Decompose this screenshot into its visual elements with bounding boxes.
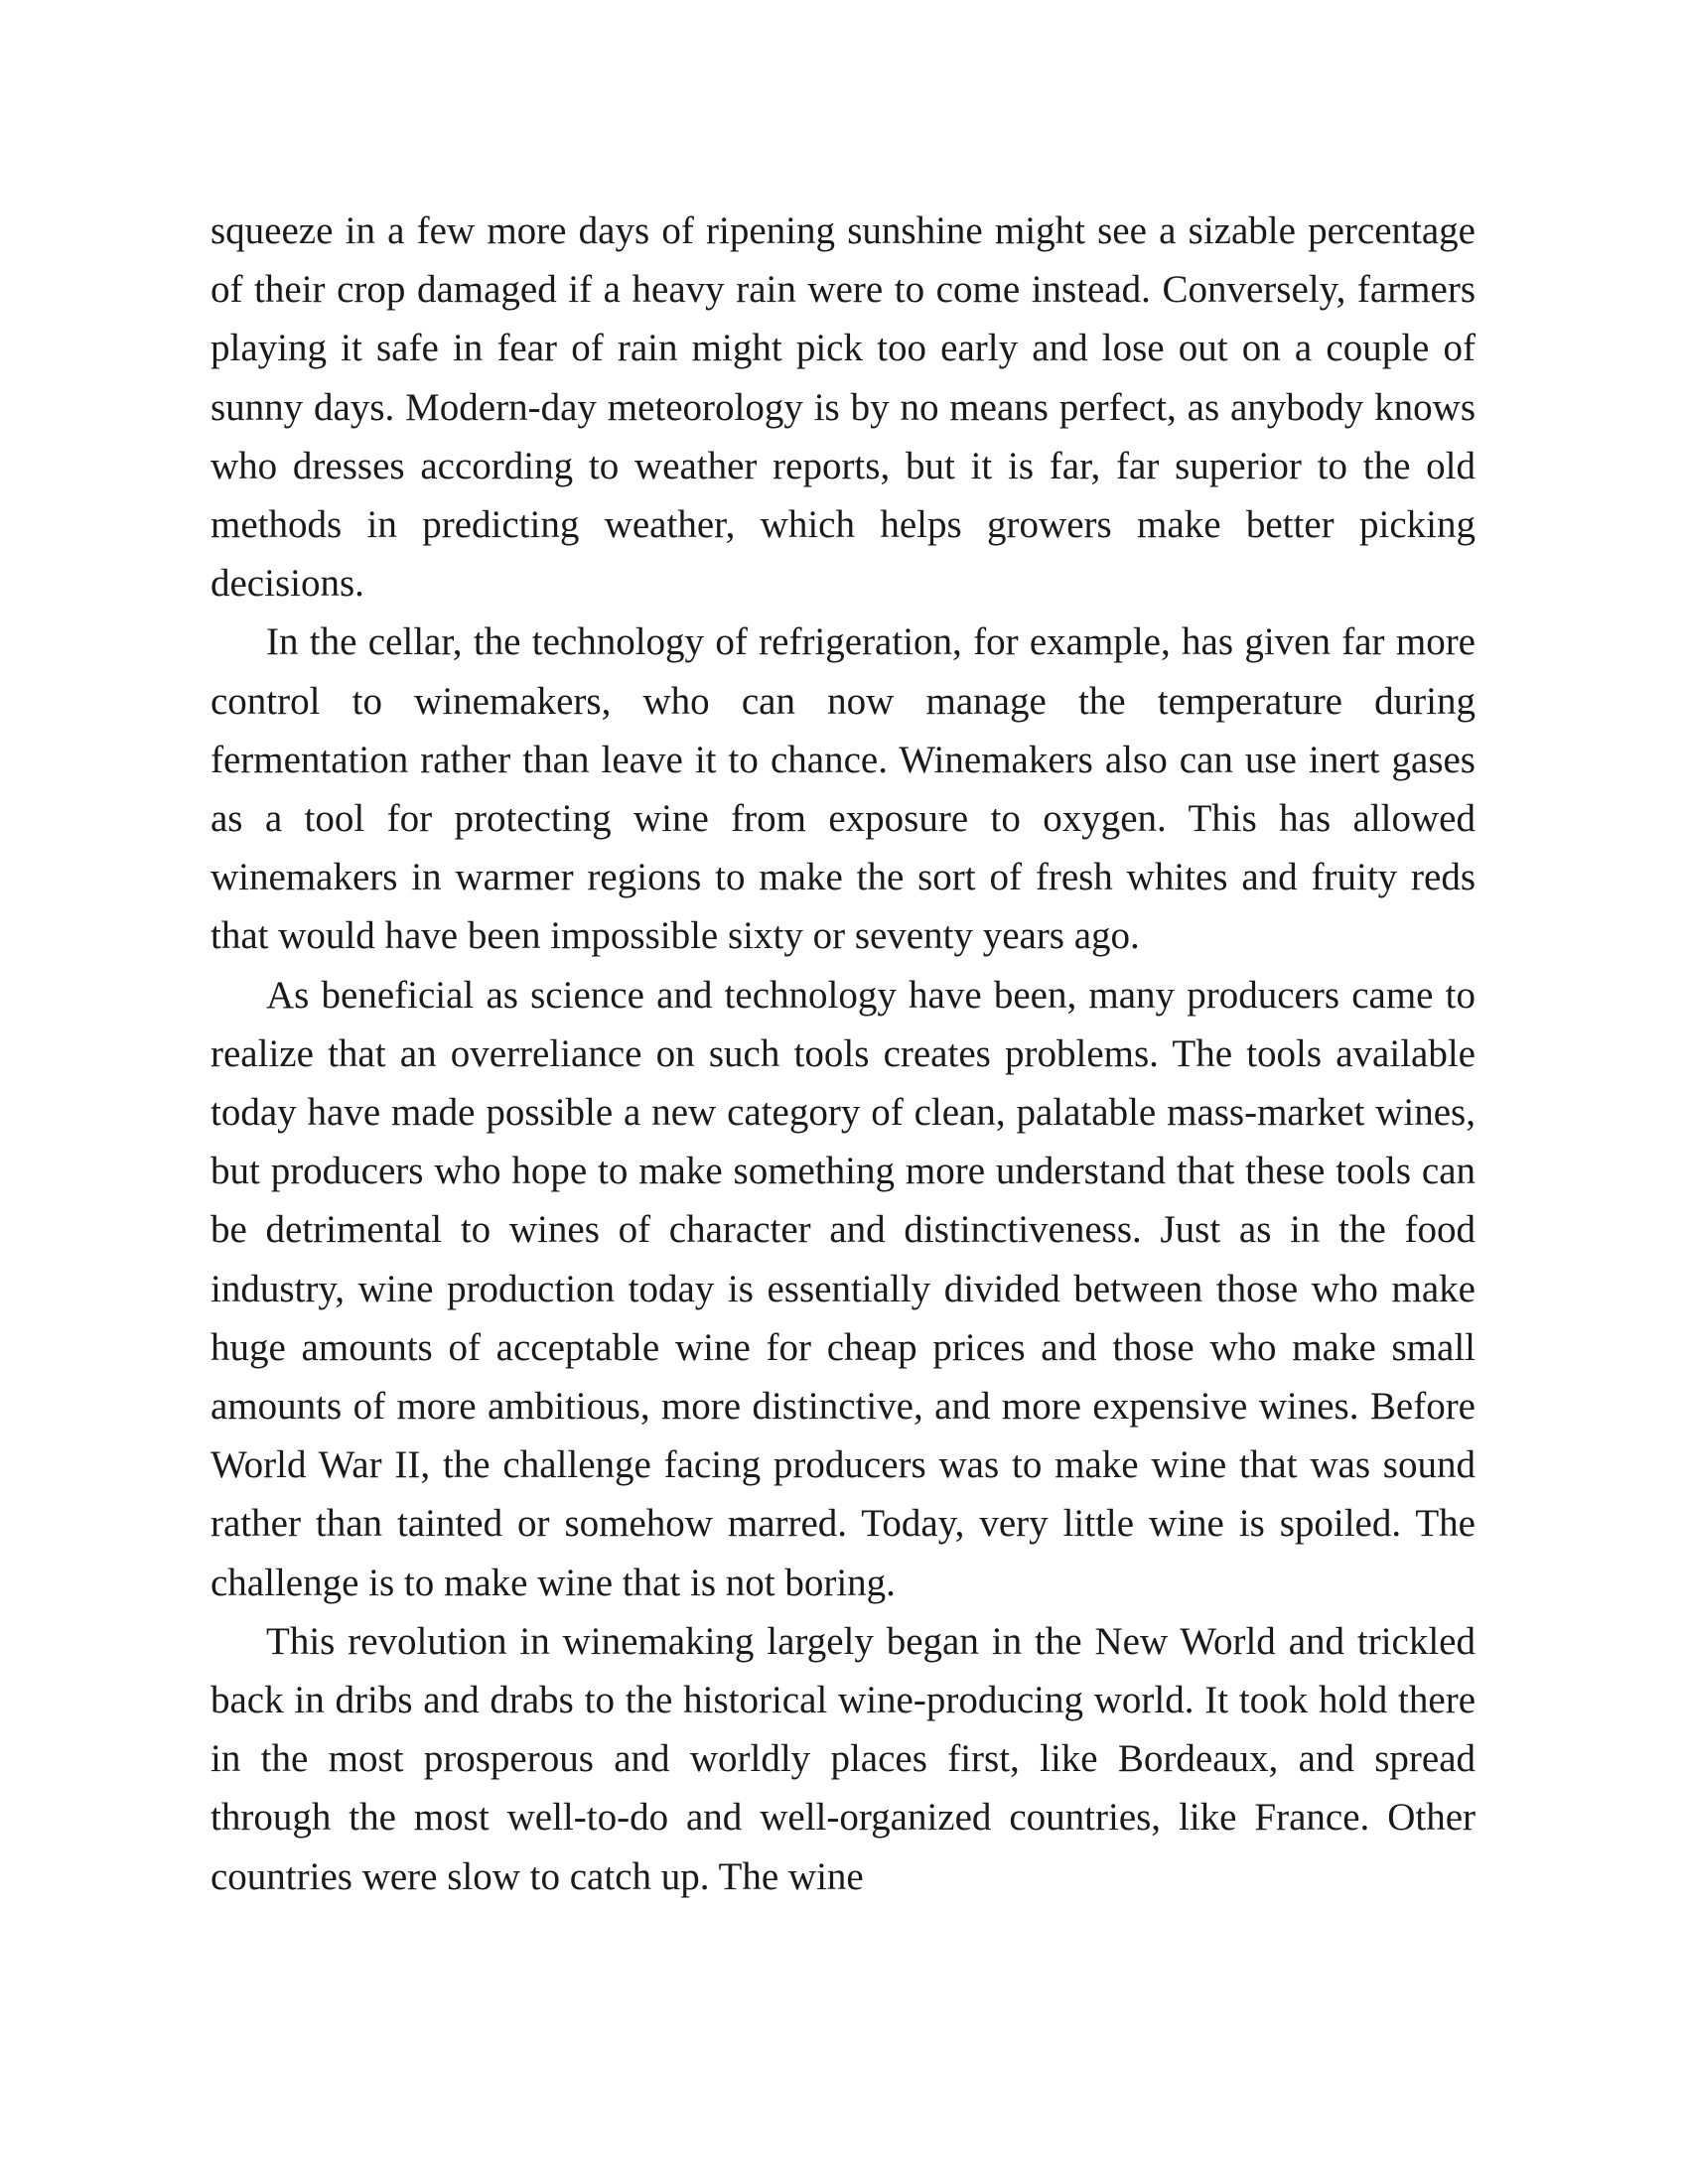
paragraph-3: As beneficial as science and technology have been, many producers came to realize that an overreliance on such tools creates problems. The tools available today have made possible a new category of clean, palatable mass-market wines, but producers who hope to make something more understand that these tools can be detrimental to wines of character and distinctiveness. Just as in the food industry, wine production today is essentially divided between those who make huge amounts of acceptable wine for cheap prices and those who make small amounts of more ambitious, more distinctive, and more expensive wines. Before World War II, the challenge facing producers was to make wine that was sound rather than tainted or somehow marred. Today, very little wine is spoiled. The challenge is to make wine that is not boring. [211, 973, 1476, 1604]
paragraph-1: squeeze in a few more days of ripening sunshine might see a sizable percentage of their crop damaged if a heavy rain were to come instead. Conversely, farmers playing it safe in fear of rain might pick too early and lose out on a couple of sunny days. Modern-day meteorology is by no means perfect, as anybody knows who dresses according to weather reports, but it is far, far superior to the old methods in predicting weather, which helps growers make better picking decisions. [211, 209, 1476, 606]
paragraph-2: In the cellar, the technology of refrigeration, for example, has given far more control to winemakers, who can now manage the temperature during fermentation rather than leave it to chance. Winemakers also can use inert gases as a tool for protecting wine from exposure to oxygen. This has allowed winemakers in warmer regions to make the sort of fresh whites and fruity reds that would have been impossible sixty or seventy years ago. [211, 620, 1476, 958]
page-body [211, 202, 1476, 1906]
paragraph-4: This revolution in winemaking largely began in the New World and trickled back in dribs and drabs to the historical wine-producing world. It took hold there in the most prosperous and worldly places first, like Bordeaux, and spread through the most well-to-do and well-organized countries, like France. Other countries were slow to catch up. The wine [211, 1619, 1476, 1898]
